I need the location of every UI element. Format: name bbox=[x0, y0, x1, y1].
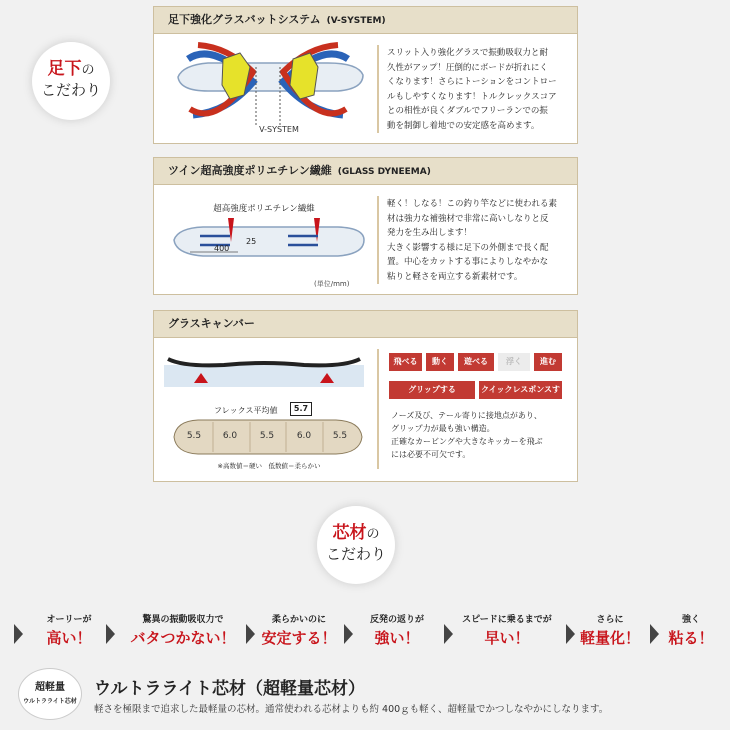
panel-glass-dyneema bbox=[153, 157, 578, 295]
flex-average: 5.7 bbox=[290, 402, 312, 416]
panel-divider bbox=[377, 349, 379, 469]
feature-item: 反発の返りが 強い！ bbox=[369, 615, 424, 647]
tag-float: 浮く bbox=[498, 353, 530, 371]
core-description: 軽さを極限まで追求した最軽量の芯材。通常使われる芯材よりも約 400ｇも軽く、超軽量でかつしなやかにしなります。 bbox=[94, 704, 609, 715]
tag-grip: グリップする bbox=[389, 381, 475, 399]
panel-title-en: (V-SYSTEM) bbox=[326, 16, 386, 26]
chevron-right-icon bbox=[106, 624, 115, 644]
feature-item: オーリーが 高い！ bbox=[46, 615, 92, 647]
flex-value: 6.0 bbox=[222, 431, 238, 441]
unit-label: (単位/mm) bbox=[314, 280, 350, 288]
panel-header bbox=[154, 311, 577, 338]
logo-bottom-text: ウルトラライト芯材 bbox=[23, 698, 77, 705]
flex-value: 5.5 bbox=[186, 431, 202, 441]
flex-value: 6.0 bbox=[296, 431, 312, 441]
snow-base bbox=[164, 365, 364, 387]
panel-glass-camber bbox=[153, 310, 578, 482]
flex-note: ※高数値＝硬い 低数値＝柔らかい bbox=[217, 462, 321, 470]
bubble-particle: の bbox=[81, 63, 95, 78]
dimension-25: 25 bbox=[246, 237, 257, 246]
panel-title: 足下強化グラスバットシステム bbox=[168, 13, 321, 26]
flex-value: 5.5 bbox=[259, 431, 275, 441]
bubble-red-text: 足下 bbox=[47, 59, 82, 79]
panel-title-en: (GLASS DYNEEMA) bbox=[337, 167, 431, 177]
tag-quick-response: クイックレスポンスする bbox=[479, 381, 562, 399]
v-system-label: V-SYSTEM bbox=[259, 125, 299, 134]
bubble-subtext: こだわり bbox=[325, 545, 386, 563]
flex-value: 5.5 bbox=[332, 431, 348, 441]
flex-label: フレックス平均値 bbox=[214, 406, 278, 415]
tag-advance: 進む bbox=[534, 353, 562, 371]
tag-play: 遊べる bbox=[458, 353, 494, 371]
panel-divider bbox=[377, 45, 379, 133]
tag-fly: 飛べる bbox=[389, 353, 422, 371]
dyneema-diagram bbox=[168, 214, 368, 276]
core-title: ウルトラライト芯材（超軽量芯材） bbox=[94, 679, 365, 699]
logo-top-text: 超軽量 bbox=[35, 682, 65, 693]
board-outline bbox=[178, 63, 363, 91]
diagram-title: 超高強度ポリエチレン繊維 bbox=[213, 204, 315, 214]
bubble-particle: の bbox=[366, 527, 380, 542]
panel-header bbox=[154, 7, 577, 34]
feature-item: 強く 粘る！ bbox=[668, 615, 714, 647]
camber-profile bbox=[164, 351, 364, 391]
panel-title: ツイン超高強度ポリエチレン繊維 bbox=[168, 164, 332, 177]
dimension-400: 400 bbox=[214, 244, 230, 253]
bubble-ashimoto bbox=[32, 42, 110, 120]
panel-header bbox=[154, 158, 577, 185]
panel-description: ノーズ及び、テール寄りに接地点があり、 グリップ力が最も強い構造。 正確なカービングや大きなキッカーを飛ぶ には必要不可欠です。 bbox=[391, 411, 543, 459]
feature-item: 驚異の振動吸収力で バタつかない！ bbox=[130, 615, 236, 647]
chevron-right-icon bbox=[14, 624, 23, 644]
bubble-core bbox=[317, 506, 395, 584]
feature-item: 柔らかいのに 安定する！ bbox=[261, 615, 337, 647]
ultralight-logo bbox=[18, 668, 82, 720]
panel-title: グラスキャンバー bbox=[168, 317, 255, 330]
feature-item: スピードに乗るまでが 早い！ bbox=[462, 615, 552, 647]
panel-divider bbox=[377, 196, 379, 284]
tag-move: 動く bbox=[426, 353, 454, 371]
v-system-diagram bbox=[168, 37, 368, 137]
panel-description: スリット入り強化グラスで振動吸収力と耐 久性がアップ！圧倒的にボードが折れにく くなります！さらにトーションをコントロー ルもしやすくなります！トルクレックスコア との相性が良くダブルでフリーランでの振 動を制御し着地での安定感を高めます。 bbox=[387, 48, 557, 131]
camber-line bbox=[168, 359, 360, 365]
feature-item: さらに 軽量化！ bbox=[579, 615, 640, 647]
panel-v-system bbox=[153, 6, 578, 144]
bubble-subtext: こだわり bbox=[40, 81, 101, 99]
panel-description: 軽く！しなる！この釣り竿などに使われる素 材は強力な補強材で非常に高いしなりと反 発力を生み出します！ 大きく影響する様に足下の外側まで長く配 置。中心をカットする事によりしなやかな 粘りと軽さを両立する新素材です。 bbox=[387, 199, 558, 282]
bubble-red-text: 芯材 bbox=[332, 523, 367, 543]
